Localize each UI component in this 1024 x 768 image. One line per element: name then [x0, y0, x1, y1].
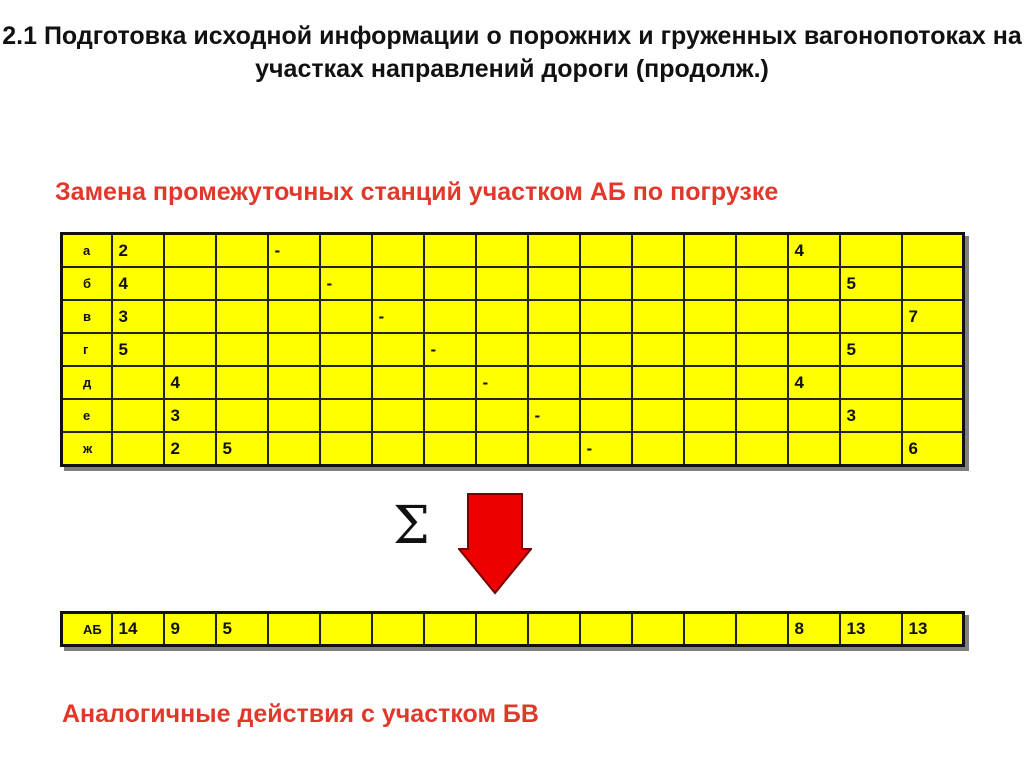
- table-cell: 2: [112, 234, 164, 268]
- table-cell: [372, 399, 424, 432]
- table-cell: [164, 300, 216, 333]
- table-cell: 6: [902, 432, 964, 466]
- table-cell: [164, 333, 216, 366]
- table-cell: [320, 234, 372, 268]
- table-cell: [528, 333, 580, 366]
- table-cell: [320, 399, 372, 432]
- table-cell: [476, 432, 528, 466]
- loading-matrix-table: [60, 232, 965, 467]
- table-row: [62, 432, 964, 466]
- sum-cell: [268, 613, 320, 646]
- table-cell: [736, 366, 788, 399]
- table-cell: [788, 300, 840, 333]
- table-cell: [902, 333, 964, 366]
- table-cell: 5: [216, 432, 268, 466]
- table-cell: [684, 300, 736, 333]
- table-cell: [216, 366, 268, 399]
- sum-cell: [424, 613, 476, 646]
- table-cell: [632, 432, 684, 466]
- row-label: ж: [62, 432, 112, 466]
- table-row: [62, 399, 964, 432]
- table-cell: [788, 333, 840, 366]
- table-cell: [424, 300, 476, 333]
- table-cell: [902, 399, 964, 432]
- table-cell: [632, 366, 684, 399]
- row-label: б: [62, 267, 112, 300]
- table-cell: [268, 432, 320, 466]
- table-cell: [476, 399, 528, 432]
- table-cell: 2: [164, 432, 216, 466]
- table-cell: [580, 234, 632, 268]
- table-cell: [902, 366, 964, 399]
- row-label: д: [62, 366, 112, 399]
- table-cell: [632, 399, 684, 432]
- table-cell: [580, 399, 632, 432]
- table-cell: [902, 267, 964, 300]
- sum-cell: 13: [902, 613, 964, 646]
- row-label: е: [62, 399, 112, 432]
- table-cell: -: [268, 234, 320, 268]
- table-cell: [216, 267, 268, 300]
- table-cell: [684, 234, 736, 268]
- table-cell: 4: [788, 366, 840, 399]
- sum-cell: 8: [788, 613, 840, 646]
- table-cell: [476, 267, 528, 300]
- table-cell: [528, 300, 580, 333]
- table-cell: [476, 234, 528, 268]
- row-label: в: [62, 300, 112, 333]
- table-cell: [736, 333, 788, 366]
- table-cell: [632, 234, 684, 268]
- table-cell: [112, 432, 164, 466]
- table-cell: 7: [902, 300, 964, 333]
- table-cell: [112, 366, 164, 399]
- table-cell: [268, 333, 320, 366]
- table-row: [62, 234, 964, 268]
- table-cell: [164, 267, 216, 300]
- table-cell: [320, 333, 372, 366]
- sum-cell: [684, 613, 736, 646]
- table-cell: [788, 267, 840, 300]
- sum-row-table: [60, 611, 965, 647]
- sum-cell: 5: [216, 613, 268, 646]
- table-cell: [684, 399, 736, 432]
- table-cell: [424, 267, 476, 300]
- table-cell: [684, 366, 736, 399]
- table-cell: [268, 300, 320, 333]
- sum-row: [62, 613, 964, 646]
- table-row: [62, 366, 964, 399]
- table-cell: [424, 366, 476, 399]
- table-cell: [840, 234, 902, 268]
- table-cell: [528, 366, 580, 399]
- table-cell: [736, 267, 788, 300]
- table-cell: [736, 234, 788, 268]
- table-cell: [580, 366, 632, 399]
- footer-note: Аналогичные действия с участком БВ: [62, 700, 539, 728]
- table-cell: [632, 267, 684, 300]
- table-cell: [268, 366, 320, 399]
- table-cell: -: [320, 267, 372, 300]
- sum-cell: [476, 613, 528, 646]
- table-cell: [580, 267, 632, 300]
- table-row: [62, 300, 964, 333]
- table-cell: 5: [840, 267, 902, 300]
- table-cell: [372, 267, 424, 300]
- table-cell: [840, 300, 902, 333]
- down-arrow-icon: [458, 493, 532, 595]
- table-cell: [476, 300, 528, 333]
- table-cell: 4: [788, 234, 840, 268]
- page-title: 2.1 Подготовка исходной информации о порожних и груженных вагонопотоках на участках направлений дороги (продолж.): [2, 22, 1022, 83]
- table-cell: -: [528, 399, 580, 432]
- table-cell: [268, 399, 320, 432]
- table-cell: [476, 333, 528, 366]
- table-cell: [268, 267, 320, 300]
- table-cell: [632, 300, 684, 333]
- table-cell: [736, 300, 788, 333]
- table-cell: [372, 366, 424, 399]
- sum-cell: 14: [112, 613, 164, 646]
- table-cell: -: [424, 333, 476, 366]
- section-subtitle: Замена промежуточных станций участком АБ по погрузке: [55, 178, 779, 206]
- table-cell: [788, 399, 840, 432]
- table-cell: [372, 234, 424, 268]
- sum-row-label: АБ: [62, 613, 112, 646]
- table-cell: [372, 432, 424, 466]
- table-cell: [580, 333, 632, 366]
- table-cell: [580, 300, 632, 333]
- table-cell: [840, 366, 902, 399]
- sum-cell: 13: [840, 613, 902, 646]
- sum-cell: [320, 613, 372, 646]
- table-cell: 4: [112, 267, 164, 300]
- table-cell: [112, 399, 164, 432]
- sum-sigma-symbol: Σ: [393, 496, 430, 556]
- table-cell: [164, 234, 216, 268]
- table-cell: [684, 267, 736, 300]
- table-cell: -: [476, 366, 528, 399]
- table-cell: 4: [164, 366, 216, 399]
- table-cell: [840, 432, 902, 466]
- table-cell: [736, 399, 788, 432]
- sum-cell: [372, 613, 424, 646]
- row-label: а: [62, 234, 112, 268]
- table-cell: 3: [840, 399, 902, 432]
- table-cell: [528, 234, 580, 268]
- table-cell: [372, 333, 424, 366]
- table-row: [62, 333, 964, 366]
- table-cell: [736, 432, 788, 466]
- table-cell: [902, 234, 964, 268]
- table-cell: [216, 399, 268, 432]
- sum-cell: 9: [164, 613, 216, 646]
- table-cell: 3: [112, 300, 164, 333]
- table-cell: 3: [164, 399, 216, 432]
- table-cell: [684, 333, 736, 366]
- table-cell: [216, 333, 268, 366]
- sum-cell: [632, 613, 684, 646]
- table-cell: [424, 234, 476, 268]
- table-cell: [424, 399, 476, 432]
- row-label: г: [62, 333, 112, 366]
- table-cell: -: [580, 432, 632, 466]
- table-cell: [216, 234, 268, 268]
- table-cell: [528, 267, 580, 300]
- table-cell: -: [372, 300, 424, 333]
- table-cell: [424, 432, 476, 466]
- table-cell: [788, 432, 840, 466]
- sum-cell: [580, 613, 632, 646]
- table-cell: 5: [840, 333, 902, 366]
- sum-cell: [736, 613, 788, 646]
- table-row: [62, 267, 964, 300]
- table-cell: 5: [112, 333, 164, 366]
- table-cell: [528, 432, 580, 466]
- table-cell: [320, 432, 372, 466]
- sum-cell: [528, 613, 580, 646]
- table-cell: [632, 333, 684, 366]
- table-cell: [216, 300, 268, 333]
- table-cell: [684, 432, 736, 466]
- table-cell: [320, 366, 372, 399]
- table-cell: [320, 300, 372, 333]
